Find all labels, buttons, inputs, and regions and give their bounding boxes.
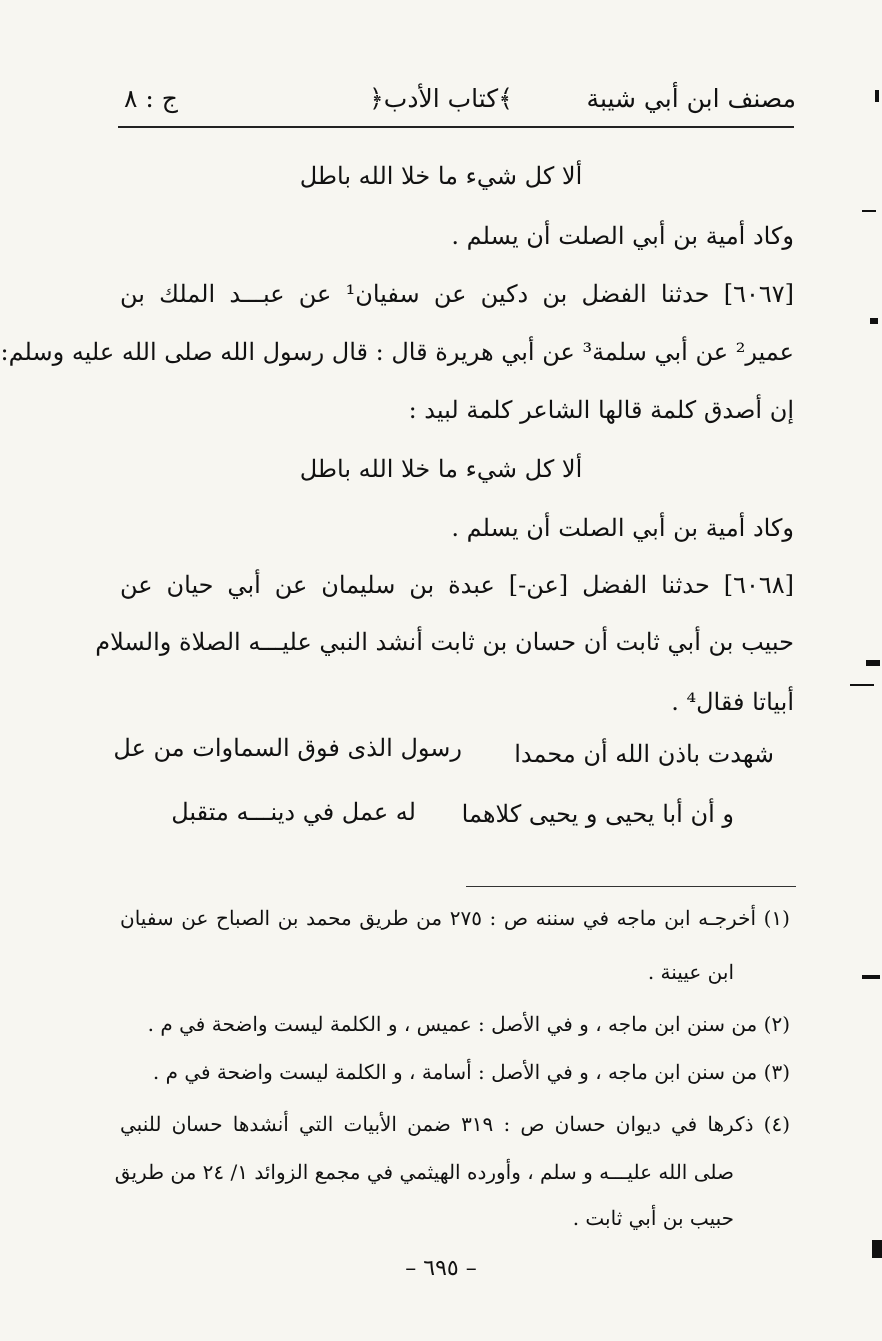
scan-mark [875,90,879,102]
footnote-rule [466,886,796,887]
hadith-6067-line: [٦٠٦٧] حدثنا الفضل بن دكين عن سفيان¹ عن عبـــد الملك بن [120,280,794,308]
footnote-4: (٤) ذكرها في ديوان حسان ص : ٣١٩ ضمن الأبيات التي أنشدها حسان للنبي [120,1112,790,1136]
header-rule [118,126,794,128]
body-line: عمير² عن أبي سلمة³ عن أبي هريرة قال : قال رسول الله صلى الله عليه وسلم: [0,338,794,366]
running-header-volume: ج : ٨ [124,84,178,113]
scan-mark [872,1240,882,1258]
hadith-6068-line: [٦٠٦٨] حدثنا الفضل [عن-] عبدة بن سليمان عن أبي حيان عن [120,571,794,599]
poem-line: ألا كل شيء ما خلا الله باطل [299,162,583,190]
body-line: وكاد أمية بن أبي الصلت أن يسلم . [451,222,794,250]
verse-2-second-hemistich: له عمل في دينـــه متقبل [171,798,416,826]
verse-1-first-hemistich: شهدت باذن الله أن محمدا [514,740,774,768]
scan-mark [862,975,880,979]
scan-mark [862,210,876,212]
footnote-1: (١) أخرجـه ابن ماجه في سننه ص : ٢٧٥ من طريق محمد بن الصباح عن سفيان [120,906,790,930]
footnote-2: (٢) من سنن ابن ماجه ، و في الأصل : عميس ، و الكلمة ليست واضحة في م . [147,1012,790,1036]
page-number: – ٦٩٥ – [405,1256,477,1281]
body-line: أبياتا فقال⁴ . [671,688,794,716]
running-header-section: ﴿كتاب الأدب﴾ [369,84,513,113]
body-line: حبيب بن أبي ثابت أن حسان بن ثابت أنشد النبي عليـــه الصلاة والسلام [95,628,794,656]
footnote-3: (٣) من سنن ابن ماجه ، و في الأصل : أسامة ، و الكلمة ليست واضحة في م . [152,1060,790,1084]
verse-1-second-hemistich: رسول الذى فوق السماوات من عل [113,734,462,762]
footnote-4-continued: صلى الله عليـــه و سلم ، وأورده الهيثمي في مجمع الزوائد ١/ ٢٤ من طريق [114,1160,734,1184]
running-header-title: مصنف ابن أبي شيبة [586,84,796,113]
verse-2-first-hemistich: و أن أبا يحيى و يحيى كلاهما [461,800,734,828]
scan-mark [870,318,878,324]
scan-mark [866,660,880,666]
poem-line: ألا كل شيء ما خلا الله باطل [299,455,583,483]
body-line: إن أصدق كلمة قالها الشاعر كلمة لبيد : [408,396,794,424]
body-line: وكاد أمية بن أبي الصلت أن يسلم . [451,514,794,542]
footnote-1-continued: ابن عيينة . [647,960,734,984]
scan-mark [850,684,874,686]
footnote-4-continued: حبيب بن أبي ثابت . [572,1206,734,1230]
